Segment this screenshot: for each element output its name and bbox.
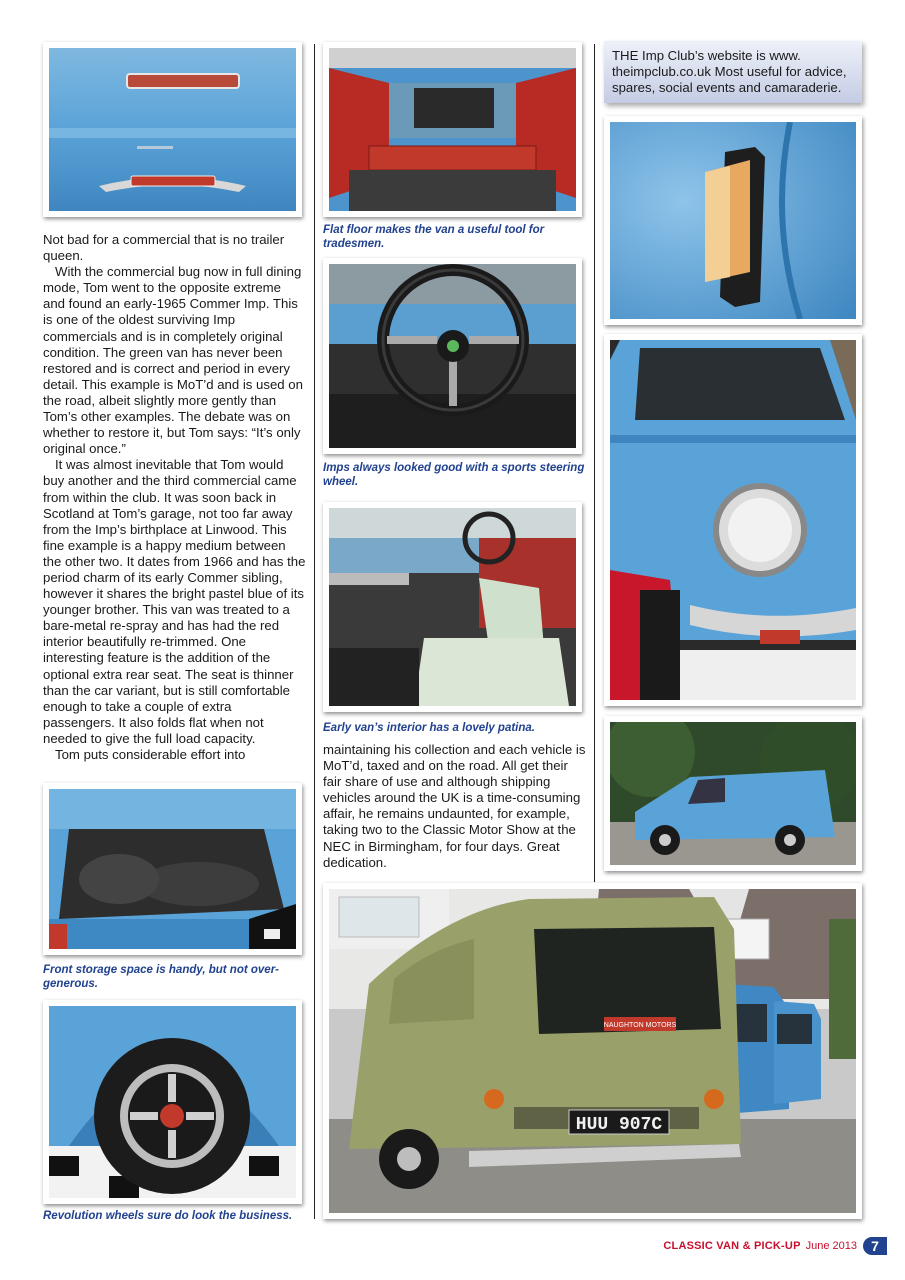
blue-front-photo (604, 334, 862, 706)
article-paragraph: maintaining his collection and each vehicle is MoT’d, taxed and on the road. All get their fair share of use and although shipping vehicles around the UK is a time-consuming affair, he remains undaunted, for example, taking two to the Classic Motor Show at the NEC in Birmingham, for four days. Great dedication. (323, 742, 586, 870)
magazine-name: CLASSIC VAN & PICK-UP (663, 1240, 801, 1252)
revolution-wheel-icon (49, 1006, 296, 1198)
sports-steering-wheel-icon (329, 264, 576, 448)
article-column-2 (323, 742, 588, 871)
badge-closeup-photo (43, 42, 302, 217)
blue-side-drawing (610, 722, 856, 865)
imp-club-callout (604, 41, 862, 103)
steering-caption: Imps always looked good with a sports steering wheel. (323, 462, 585, 488)
number-plate-text: HUU 907C (575, 1115, 663, 1135)
commer-badge-icon (49, 48, 296, 211)
van-rear-load-floor-icon (329, 48, 576, 211)
side-indicator-icon (610, 122, 856, 319)
callout-text: THE Imp Club’s website is www. theimpclub.co.uk Most useful for advice, spares, social events and camaraderie. (612, 48, 847, 95)
article-column-1 (43, 232, 306, 763)
steering-wheel-drawing (329, 264, 576, 448)
wheels-caption: Revolution wheels sure do look the business. (43, 1210, 293, 1222)
front-storage-caption: Front storage space is handy, but not over-generous. (43, 964, 279, 990)
blue-side-photo (604, 716, 862, 871)
early-interior-photo (323, 502, 582, 712)
indicator-lamp-drawing (610, 122, 856, 319)
dealer-sticker-text: NAUGHTON MOTORS (603, 1022, 677, 1029)
blue-front-drawing (610, 340, 856, 700)
flat-floor-caption: Flat floor makes the van a useful tool for tradesmen. (323, 224, 545, 250)
steering-wheel-photo (323, 258, 582, 454)
front-storage-drawing (49, 789, 296, 949)
van-interior-rear-photo (323, 42, 582, 217)
page-number: 7 (863, 1237, 887, 1255)
issue-date: June 2013 (805, 1240, 857, 1252)
three-vans-photo (323, 883, 862, 1219)
front-storage-icon (49, 789, 296, 949)
early-interior-drawing (329, 508, 576, 706)
van-interior-rear-drawing (329, 48, 576, 211)
article-paragraph: Not bad for a commercial that is no trailer queen. (43, 232, 285, 264)
badge-closeup-drawing (49, 48, 296, 211)
early-van-interior-icon (329, 508, 576, 706)
article-paragraph: It was almost inevitable that Tom would buy another and the third commercial came from within the club. It was soon back in Scotland at Tom’s garage, not too far away from the Imp’s birthplace at Linwood. This fine example is a happy medium between the other two. It dates from 1966 and has the period charm of its early Commer sibling, however it shares the bright pastel blue of its younger brother. This van was treated to a bare-metal re-spray and has had the red interior beautifully re-trimmed. One interesting feature is the addition of the optional extra rear seat. The seat is thinner than the car variant, but is still comfortable enough to take a couple of extra passengers. It also folds flat when not needed to give the full load capacity. (43, 457, 306, 746)
column-rule-1 (314, 44, 315, 1219)
blue-van-front-icon (610, 340, 856, 700)
column-rule-2 (594, 44, 595, 882)
wheel-photo (43, 1000, 302, 1204)
wheel-drawing (49, 1006, 296, 1198)
blue-van-side-icon (610, 722, 856, 865)
indicator-lamp-photo (604, 116, 862, 325)
three-vans-driveway-icon (329, 889, 856, 1213)
page-footer (663, 1237, 887, 1255)
early-interior-caption: Early van’s interior has a lovely patina. (323, 722, 535, 734)
three-vans-drawing (329, 889, 856, 1213)
article-paragraph: Tom puts considerable effort into (55, 747, 246, 762)
front-storage-photo (43, 783, 302, 955)
article-paragraph: With the commercial bug now in full dining mode, Tom went to the opposite extreme and found an early-1965 Commer Imp. This is one of the oldest surviving Imp commercials and is in completely original condition. The green van has never been restored and is correct and period in every detail. This example is MoT’d and is used on the road, albeit slightly more gently than Tom’s other examples. The debate was on whether to restore it, but Tom says: “It’s only original once.” (43, 264, 303, 457)
